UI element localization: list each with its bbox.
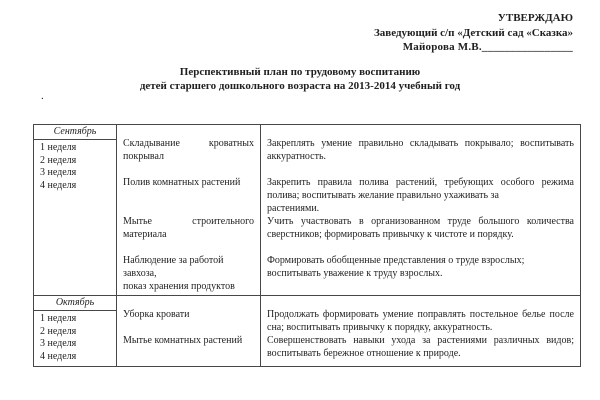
- goal-item: Совершенствовать навыки ухода за растениями различных видов; воспитывать бережное отношение к природе.: [267, 335, 574, 359]
- month-header-september: Сентябрь: [34, 125, 116, 140]
- activity-item: Наблюдение за работой завхоза,: [123, 255, 224, 279]
- september-weeks-cell: [34, 125, 117, 296]
- week-item: 2 неделя: [40, 325, 77, 337]
- october-weeks-list: [34, 311, 116, 364]
- goal-item: Продолжать формировать умение поправлять постельное белье после сна; воспитывать привычку к порядку, аккуратность.: [267, 309, 574, 333]
- week-item: 4 неделя: [40, 351, 77, 363]
- activity-item: Мытье строительного материала: [123, 216, 254, 240]
- goal-item: Закреплять умение правильно складывать покрывало; воспитывать аккуратность.: [267, 138, 574, 162]
- week-item: 4 неделя: [40, 180, 77, 192]
- table-row-october: [34, 296, 581, 367]
- table-row-september: [34, 125, 581, 296]
- week-item: 1 неделя: [40, 313, 77, 324]
- week-item: 3 неделя: [40, 167, 77, 179]
- week-item: 2 неделя: [40, 154, 77, 166]
- goal-item: растениями.: [267, 203, 320, 214]
- stray-period-mark: .: [41, 90, 44, 102]
- october-weeks-cell: [34, 296, 117, 367]
- activity-item: показ хранения продуктов: [123, 281, 235, 292]
- month-header-october: Октябрь: [34, 296, 116, 311]
- october-activities-cell: [117, 296, 261, 367]
- approval-position: Заведующий с/п «Детский сад «Сказка»: [374, 26, 573, 39]
- october-goals: [261, 296, 580, 362]
- goal-item: Формировать обобщенные представления о труде взрослых;: [267, 255, 525, 266]
- approval-signature: Майорова М.В.________________: [402, 41, 573, 53]
- labor-plan-table: [33, 124, 581, 367]
- september-weeks-list: [34, 140, 116, 193]
- activity-item: Мытье комнатных растений: [123, 335, 243, 346]
- activity-item: Полив комнатных растений: [123, 177, 241, 188]
- goal-item: воспитывать уважение к труду взрослых.: [267, 268, 443, 279]
- page-title: [0, 65, 600, 93]
- activity-item: Уборка кровати: [123, 309, 190, 320]
- page-title-line-2: детей старшего дошкольного возраста на 2013-2014 учебный год: [139, 80, 461, 92]
- page-title-line-1: Перспективный план по трудовому воспитанию: [179, 66, 421, 78]
- goal-item: Учить участвовать в организованном труде большого количества сверстников; формировать привычку к чистоте и порядку.: [267, 216, 574, 240]
- september-activities-cell: [117, 125, 261, 296]
- week-item: 3 неделя: [40, 338, 77, 350]
- goal-item: Закрепить правила полива растений, требующих особого режима полива; воспитывать желание правильно ухаживать за: [267, 177, 574, 201]
- october-activities: [117, 296, 260, 349]
- approval-block: [374, 11, 573, 55]
- approval-label: УТВЕРЖДАЮ: [497, 12, 573, 24]
- september-goals: [261, 125, 580, 282]
- week-item: 1 неделя: [40, 142, 77, 153]
- september-goals-cell: [261, 125, 581, 296]
- october-goals-cell: [261, 296, 581, 367]
- september-activities: [117, 125, 260, 295]
- activity-item: Складывание кроватных покрывал: [123, 138, 254, 162]
